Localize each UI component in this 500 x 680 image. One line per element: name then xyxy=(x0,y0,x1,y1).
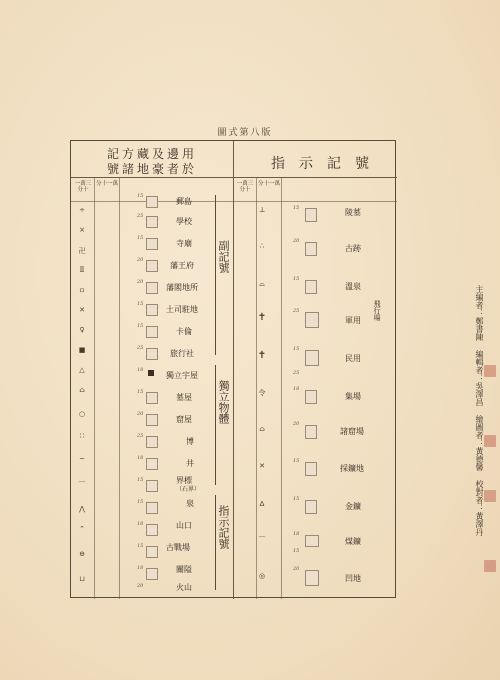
scale-number: 20 xyxy=(293,238,300,244)
sample-box xyxy=(146,458,158,470)
symbol-mark: ∴ xyxy=(259,242,265,250)
symbol-mark: ■ xyxy=(78,346,86,354)
symbol-mark: ᐃ xyxy=(259,500,265,508)
symbol-mark: ✝ xyxy=(257,312,267,323)
sample-box xyxy=(305,425,317,439)
symbol-mark: ⊖ xyxy=(79,550,85,558)
group-label-indicator: 指示記號 xyxy=(217,505,230,549)
scale-number: 15 xyxy=(137,193,144,199)
scale-number: 25 xyxy=(293,370,300,376)
sample-box xyxy=(146,282,158,294)
sample-box xyxy=(146,348,158,360)
legend-label: 卡倫 xyxy=(176,327,192,336)
symbol-mark: ⌒ xyxy=(258,536,266,544)
scale-number: 15 xyxy=(137,477,144,483)
legend-label: 金鑛 xyxy=(345,502,361,511)
symbol-mark: ⌂ xyxy=(79,386,85,394)
seal-stamp xyxy=(484,365,496,377)
sample-box xyxy=(146,196,158,208)
symbol-mark: × xyxy=(79,226,85,234)
scale-number: 15 xyxy=(137,389,144,395)
sample-box xyxy=(146,326,158,338)
legend-label: 墓屋 xyxy=(176,393,192,402)
symbol-mark: ✕ xyxy=(79,306,85,314)
scale-number: 15 xyxy=(137,301,144,307)
plate-title: 圖式第八版 xyxy=(217,128,273,138)
group-label-independent: 獨立物體 xyxy=(217,380,230,424)
symbol-mark: ⊔ xyxy=(79,575,85,583)
legend-label: 民用 xyxy=(345,354,361,363)
group-label-secondary: 副記號 xyxy=(217,240,230,273)
sample-box xyxy=(305,500,317,514)
legend-label: 集場 xyxy=(345,392,361,401)
scale-number: 20 xyxy=(137,257,144,263)
scale-number: 18 xyxy=(137,565,144,571)
sample-box xyxy=(146,524,158,536)
scale-number: 18 xyxy=(293,531,300,537)
sample-box xyxy=(305,208,317,222)
sample-box xyxy=(146,238,158,250)
seal-stamp xyxy=(484,435,496,447)
scale-number: 20 xyxy=(137,583,144,589)
seal-stamp xyxy=(484,560,496,572)
scale-number: 15 xyxy=(137,499,144,505)
legend-label: 博 xyxy=(186,437,194,446)
legend-label: 古跡 xyxy=(345,244,361,253)
scale-number: 15 xyxy=(293,346,300,352)
sample-box xyxy=(305,280,317,294)
legend-label: 藩王府 xyxy=(170,261,194,270)
sample-box xyxy=(146,392,158,404)
symbol-mark: ∷ xyxy=(79,432,85,440)
sample-box xyxy=(146,304,158,316)
scale-number: 25 xyxy=(137,433,144,439)
group-bracket xyxy=(211,495,216,590)
scale-number: 15 xyxy=(137,235,144,241)
colhead-scale-b-right: 分十一萬 xyxy=(258,181,281,187)
legend-label: 寺廟 xyxy=(176,239,192,248)
legend-label: 界標 xyxy=(176,476,192,485)
scale-number: 15 xyxy=(293,458,300,464)
symbol-mark: ⌒ xyxy=(78,481,86,489)
sample-box xyxy=(146,480,158,492)
symbol-mark: ㅁ xyxy=(78,287,86,295)
symbol-mark: ⋀ xyxy=(79,505,85,513)
legend-label: 煤鑛 xyxy=(345,537,361,546)
legend-label: 郵島 xyxy=(176,197,192,206)
scale-number: 15 xyxy=(293,205,300,211)
sample-box-filled xyxy=(148,370,154,376)
sample-box xyxy=(305,312,319,328)
legend-label: 溫泉 xyxy=(345,282,361,291)
legend-label: 飛行場 xyxy=(373,300,381,321)
symbol-mark: ÷ xyxy=(79,206,85,214)
legend-label: 旅行社 xyxy=(170,349,194,358)
legend-label: 土司駐地 xyxy=(166,305,198,314)
sample-box xyxy=(146,546,158,558)
symbol-mark: ✕ xyxy=(259,462,265,470)
symbol-mark: ─ xyxy=(79,455,85,463)
colhead-scale-b-left: 分十一萬 xyxy=(96,181,119,187)
symbol-mark: ✝ xyxy=(257,350,267,361)
sample-box xyxy=(146,260,158,272)
sample-box xyxy=(146,436,158,448)
legend-label: 獨立宇屋 xyxy=(166,371,198,380)
sample-box xyxy=(305,350,319,366)
scale-number: 15 xyxy=(293,276,300,282)
scale-number: 15 xyxy=(137,543,144,549)
seal-stamp xyxy=(484,490,496,502)
legend-label: 井 xyxy=(186,459,194,468)
group-bracket xyxy=(211,195,216,355)
colhead-scale-a-right: 一萬三分十 xyxy=(236,181,254,193)
legend-label: 軍用 xyxy=(345,316,361,325)
legend-label: 學校 xyxy=(176,217,192,226)
sample-box xyxy=(305,390,317,404)
legend-label: 山口 xyxy=(176,521,192,530)
symbol-mark: ◎ xyxy=(258,572,266,580)
scale-number: 18 xyxy=(137,521,144,527)
editor-signature: 主編者：鄭書陳 編輯者：吳澤昌 繪圖者：黃德馨 校對者：黃澤丹 xyxy=(475,285,484,536)
scale-number: 25 xyxy=(137,345,144,351)
sample-box xyxy=(305,570,319,586)
symbol-mark: ⊥ xyxy=(258,206,266,214)
scale-number: 15 xyxy=(293,496,300,502)
scale-number: 18 xyxy=(137,367,144,373)
legend-label: 窟屋 xyxy=(176,415,192,424)
scale-number: 15 xyxy=(137,323,144,329)
sample-box xyxy=(305,242,317,256)
sample-box xyxy=(146,216,158,228)
legend-label: 泉 xyxy=(186,499,194,508)
sample-box xyxy=(305,462,317,476)
legend-note: （石界） xyxy=(175,486,200,493)
legend-label: 藩閣地所 xyxy=(166,283,198,292)
scale-number: 20 xyxy=(293,566,300,572)
symbol-mark: ⌓ xyxy=(259,280,265,288)
legend-label: 採鑛地 xyxy=(340,464,364,473)
center-divider xyxy=(233,141,234,599)
legend-label: 諸窟場 xyxy=(340,427,364,436)
scale-number: 25 xyxy=(137,213,144,219)
legend-label: 火山 xyxy=(176,583,192,592)
symbol-mark: ♀ xyxy=(79,326,85,334)
sample-box xyxy=(305,535,319,547)
right-header: 指示記號 xyxy=(271,156,383,172)
scale-number: 18 xyxy=(137,455,144,461)
left-header-line-1: 記方藏及邊用 xyxy=(107,147,198,161)
colhead-scale-a-left: 一萬三分十 xyxy=(74,181,92,193)
symbol-mark: Ⅱ xyxy=(79,266,85,274)
symbol-mark: ○ xyxy=(78,410,86,418)
symbol-mark: ⌂ xyxy=(259,425,265,433)
symbol-mark: 令 xyxy=(258,389,266,397)
legend-label: 關隘 xyxy=(176,565,192,574)
scale-number: 20 xyxy=(293,421,300,427)
sample-box xyxy=(146,414,158,426)
sample-box xyxy=(146,568,158,580)
legend-label: 凹地 xyxy=(345,574,361,583)
scale-number: 15 xyxy=(293,548,300,554)
header-divider xyxy=(71,177,397,178)
symbol-mark: 卍 xyxy=(78,247,86,255)
sample-box xyxy=(146,502,158,514)
scale-number: 18 xyxy=(293,386,300,392)
group-bracket xyxy=(211,365,216,485)
symbol-mark: △ xyxy=(79,366,85,374)
left-header-line-2: 號諸地豪者於 xyxy=(107,162,198,176)
scale-number: 25 xyxy=(293,308,300,314)
symbol-mark: ⌃ xyxy=(79,525,85,533)
legend-label: 陵墓 xyxy=(345,208,361,217)
legend-label: 古戰場 xyxy=(166,543,190,552)
scale-number: 20 xyxy=(137,411,144,417)
scale-number: 20 xyxy=(137,279,144,285)
